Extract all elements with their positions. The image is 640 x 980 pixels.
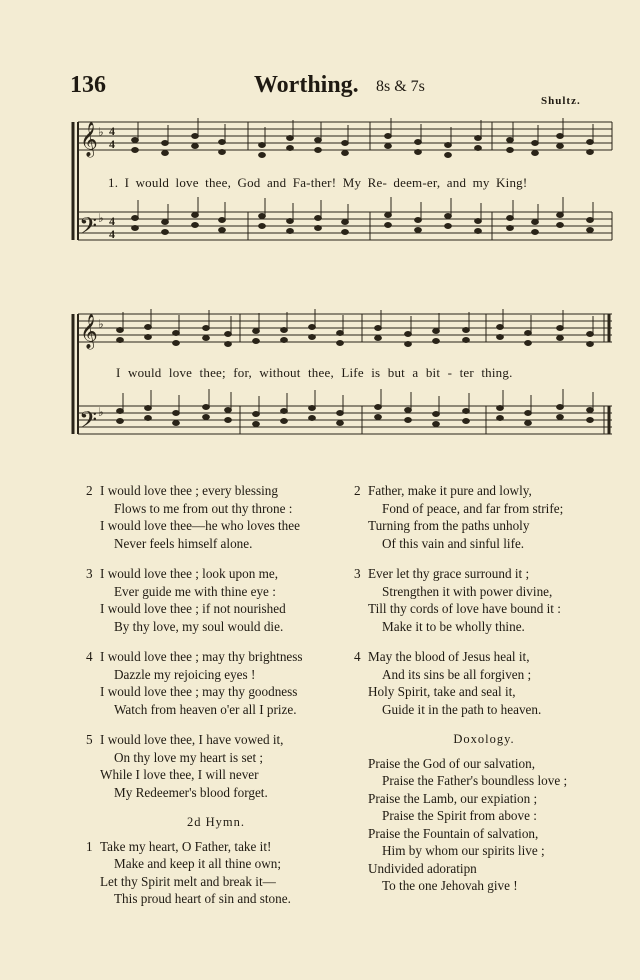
verse-number: 4 <box>354 649 361 664</box>
note-head <box>405 408 412 413</box>
note-head <box>587 342 594 347</box>
verse-text: Praise the Spirit from above : <box>382 808 537 823</box>
lyrics-system-1: 1. I would love thee, God and Fa-ther! My Re- deem-er, and my King! <box>108 175 528 190</box>
note-head <box>507 148 514 153</box>
note-head <box>532 141 539 146</box>
verse-line <box>86 701 346 719</box>
note-head <box>192 144 199 149</box>
note-head <box>173 341 180 346</box>
verse-line <box>86 731 346 749</box>
note-head <box>497 325 504 330</box>
note-head <box>162 141 169 146</box>
note-head <box>192 134 199 139</box>
verse-text: Ever guide me with thine eye : <box>114 583 276 599</box>
note-head <box>162 230 169 235</box>
note-head <box>337 411 344 416</box>
note-head <box>557 326 564 331</box>
verse-text: Guide it in the path to heaven. <box>382 701 542 717</box>
meter-label: 8s & 7s <box>376 78 425 95</box>
note-head <box>342 151 349 156</box>
verse-line <box>354 565 614 583</box>
verse-text: May the blood of Jesus heal it, <box>368 649 530 664</box>
verse-line <box>354 701 614 719</box>
verse-text: Flows to me from out thy throne : <box>114 500 293 516</box>
verse-line <box>354 482 614 500</box>
note-head <box>259 224 266 229</box>
verses-left-column <box>86 482 346 908</box>
verse-number: 1 <box>86 838 93 854</box>
verse-text: Of this vain and sinful life. <box>382 535 525 551</box>
doxology-heading: Doxology. <box>453 732 515 746</box>
notes-bass-1 <box>132 197 594 235</box>
note-head <box>219 228 226 233</box>
verse-text: Praise the Lamb, our expiation ; <box>368 790 538 806</box>
note-head <box>525 411 532 416</box>
note-head <box>375 326 382 331</box>
time-sig-bottom: 4 <box>109 137 115 151</box>
note-head <box>225 408 232 413</box>
note-head <box>405 342 412 347</box>
note-head <box>375 336 382 341</box>
note-head <box>507 226 514 231</box>
note-head <box>342 220 349 225</box>
note-head <box>287 146 294 151</box>
verse-text: And its sins be all forgiven ; <box>382 666 532 682</box>
verse-text: I would love thee ; if not nourished <box>100 601 286 616</box>
note-head <box>203 405 210 410</box>
verse-number: 2 <box>86 483 93 498</box>
note-head <box>203 326 210 331</box>
note-head <box>433 329 440 334</box>
verse-text: Praise the God of our salvation, <box>368 755 536 771</box>
note-head <box>162 151 169 156</box>
svg-text:𝄢: 𝄢 <box>79 406 98 439</box>
note-head <box>162 220 169 225</box>
verse-line <box>86 517 346 535</box>
note-head <box>287 229 294 234</box>
note-head <box>337 341 344 346</box>
verse-line <box>354 535 614 553</box>
verse-line <box>354 860 614 878</box>
verse-line <box>86 583 346 601</box>
stanza <box>354 565 614 635</box>
time-sig-top-bass: 4 <box>109 214 115 228</box>
note-head <box>309 335 316 340</box>
note-head <box>587 408 594 413</box>
note-head <box>507 216 514 221</box>
note-head <box>145 325 152 330</box>
note-head <box>342 141 349 146</box>
svg-text:𝄞: 𝄞 <box>80 314 98 349</box>
note-head <box>525 331 532 336</box>
note-head <box>253 422 260 427</box>
note-head <box>259 214 266 219</box>
verse-line <box>86 749 346 767</box>
verse-line <box>354 790 614 808</box>
note-head <box>445 153 452 158</box>
verse-text: Holy Spirit, take and seal it, <box>368 684 516 699</box>
note-head <box>497 406 504 411</box>
verse-line <box>86 766 346 784</box>
verse-text: Let thy Spirit melt and break it— <box>100 873 276 889</box>
svg-text:♭: ♭ <box>98 405 104 419</box>
note-head <box>587 218 594 223</box>
note-head <box>557 213 564 218</box>
note-head <box>337 331 344 336</box>
verse-text: Make it to be wholly thine. <box>382 618 525 634</box>
verse-line <box>354 666 614 684</box>
note-head <box>525 341 532 346</box>
note-head <box>375 405 382 410</box>
note-head <box>463 409 470 414</box>
note-head <box>415 218 422 223</box>
verse-text: Watch from heaven o'er all I prize. <box>114 701 297 717</box>
note-head <box>309 325 316 330</box>
verse-line <box>86 500 346 518</box>
note-head <box>337 421 344 426</box>
verse-line <box>86 565 346 583</box>
note-head <box>225 332 232 337</box>
verse-line <box>354 825 614 843</box>
verse-text: I would love thee ; may thy brightness <box>100 649 303 664</box>
note-head <box>507 138 514 143</box>
verse-line <box>86 890 346 908</box>
verse-line <box>354 583 614 601</box>
note-head <box>445 224 452 229</box>
note-head <box>192 213 199 218</box>
note-head <box>433 422 440 427</box>
note-head <box>475 136 482 141</box>
verse-text: On thy love my heart is set ; <box>114 749 264 765</box>
second-hymn-heading: 2d Hymn. <box>187 815 245 829</box>
note-head <box>385 134 392 139</box>
note-head <box>117 419 124 424</box>
verse-text: While I love thee, I will never <box>100 767 259 782</box>
verse-number: 4 <box>86 649 93 664</box>
verse-text: Father, make it pure and lowly, <box>368 483 532 498</box>
verse-text: Dazzle my rejoicing eyes ! <box>114 666 256 682</box>
note-head <box>525 421 532 426</box>
note-head <box>173 411 180 416</box>
notes-treble-1 <box>132 118 594 158</box>
note-head <box>445 143 452 148</box>
note-head <box>342 230 349 235</box>
note-head <box>557 223 564 228</box>
verse-text: I would love thee ; may thy goodness <box>100 684 298 699</box>
composer-name: Shultz. <box>541 95 581 107</box>
note-head <box>315 226 322 231</box>
time-sig-bottom-bass: 4 <box>109 227 115 241</box>
verse-line <box>354 877 614 895</box>
note-head <box>385 213 392 218</box>
note-head <box>557 144 564 149</box>
note-head <box>405 332 412 337</box>
note-head <box>219 218 226 223</box>
note-head <box>281 409 288 414</box>
svg-text:♭: ♭ <box>98 125 104 139</box>
note-head <box>463 419 470 424</box>
verse-line <box>354 648 614 666</box>
note-head <box>203 415 210 420</box>
note-head <box>475 146 482 151</box>
note-head <box>415 150 422 155</box>
note-head <box>532 230 539 235</box>
note-head <box>253 412 260 417</box>
verses-right-column <box>354 482 614 895</box>
verse-number: 2 <box>354 483 361 498</box>
note-head <box>385 144 392 149</box>
verse-line <box>354 842 614 860</box>
note-head <box>415 140 422 145</box>
note-head <box>405 418 412 423</box>
note-head <box>532 220 539 225</box>
verse-number: 3 <box>354 566 361 581</box>
verse-line <box>86 600 346 618</box>
note-head <box>259 143 266 148</box>
verse-text: By thy love, my soul would die. <box>114 618 284 634</box>
note-head <box>145 416 152 421</box>
verse-line <box>86 666 346 684</box>
svg-text:𝄞: 𝄞 <box>80 122 98 157</box>
verse-line <box>354 500 614 518</box>
verse-line <box>354 618 614 636</box>
note-head <box>117 409 124 414</box>
verse-line <box>86 784 346 802</box>
note-head <box>145 335 152 340</box>
note-head <box>557 405 564 410</box>
note-head <box>132 216 139 221</box>
note-head <box>281 419 288 424</box>
verse-text: Strengthen it with power divine, <box>382 583 553 599</box>
note-head <box>587 228 594 233</box>
note-head <box>587 150 594 155</box>
verse-line <box>86 482 346 500</box>
verse-text: Take my heart, O Father, take it! <box>100 838 272 854</box>
note-head <box>281 338 288 343</box>
verse-text: My Redeemer's blood forget. <box>114 784 268 800</box>
note-head <box>532 151 539 156</box>
note-head <box>225 418 232 423</box>
note-head <box>132 148 139 153</box>
verse-text: Turning from the paths unholy <box>368 518 530 533</box>
verse-text: To the one Jehovah give ! <box>382 878 518 893</box>
note-head <box>315 138 322 143</box>
note-head <box>287 219 294 224</box>
verse-line <box>86 535 346 553</box>
verse-text: I would love thee ; every blessing <box>100 483 278 498</box>
verse-line <box>354 755 614 773</box>
verse-number: 5 <box>86 732 93 747</box>
lyrics-system-2: I would love thee; for, without thee, Life is but a bit - ter thing. <box>116 365 513 380</box>
verse-number: 3 <box>86 566 93 581</box>
note-head <box>587 418 594 423</box>
tune-title: Worthing. <box>254 72 359 98</box>
note-head <box>475 219 482 224</box>
note-head <box>315 148 322 153</box>
note-head <box>497 335 504 340</box>
stanza <box>354 482 614 552</box>
note-head <box>433 339 440 344</box>
note-head <box>173 421 180 426</box>
stanza <box>86 648 346 718</box>
note-head <box>463 338 470 343</box>
note-head <box>445 214 452 219</box>
page-number: 136 <box>70 72 106 98</box>
note-head <box>132 226 139 231</box>
note-head <box>475 229 482 234</box>
verse-text: Till thy cords of love have bound it : <box>368 601 561 616</box>
note-head <box>463 328 470 333</box>
note-head <box>132 138 139 143</box>
verse-text: Ever let thy grace surround it ; <box>368 566 530 581</box>
note-head <box>253 329 260 334</box>
note-head <box>281 328 288 333</box>
note-head <box>375 415 382 420</box>
note-head <box>315 216 322 221</box>
notes-bass-2 <box>117 389 594 427</box>
verse-line <box>86 683 346 701</box>
verse-line <box>354 772 614 790</box>
verse-text: I would love thee, I have vowed it, <box>100 732 284 747</box>
stanza <box>86 731 346 801</box>
svg-text:♭: ♭ <box>98 317 104 331</box>
verse-text: Never feels himself alone. <box>114 535 253 551</box>
stanza <box>86 482 346 552</box>
note-head <box>225 342 232 347</box>
verse-text: This proud heart of sin and stone. <box>114 891 291 906</box>
note-head <box>309 416 316 421</box>
note-head <box>117 328 124 333</box>
verse-line <box>86 873 346 891</box>
note-head <box>415 228 422 233</box>
verse-line <box>86 855 346 873</box>
note-head <box>253 339 260 344</box>
time-sig-top: 4 <box>109 124 115 138</box>
verse-line <box>354 807 614 825</box>
note-head <box>219 140 226 145</box>
verse-text: Praise the Fountain of salvation, <box>368 825 539 841</box>
verse-text: Him by whom our spirits live ; <box>382 843 545 858</box>
verse-text: I would love thee ; look upon me, <box>100 566 278 581</box>
note-head <box>587 140 594 145</box>
verse-text: Make and keep it all thine own; <box>114 856 281 871</box>
note-head <box>219 150 226 155</box>
svg-text:♭: ♭ <box>98 211 104 225</box>
verse-line <box>86 838 346 856</box>
note-head <box>557 415 564 420</box>
note-head <box>433 412 440 417</box>
verse-line <box>354 517 614 535</box>
note-head <box>117 338 124 343</box>
note-head <box>192 223 199 228</box>
stanza <box>86 565 346 635</box>
verse-line <box>86 648 346 666</box>
note-head <box>385 223 392 228</box>
note-head <box>557 134 564 139</box>
stanza <box>354 648 614 718</box>
verse-text: Praise the Father's boundless love ; <box>382 773 568 788</box>
note-head <box>287 136 294 141</box>
note-head <box>557 336 564 341</box>
note-head <box>497 416 504 421</box>
note-head <box>587 332 594 337</box>
verse-line <box>86 618 346 636</box>
verse-text: Undivided adoratipn <box>368 860 477 876</box>
note-head <box>259 153 266 158</box>
note-head <box>173 331 180 336</box>
verse-line <box>354 683 614 701</box>
note-head <box>145 406 152 411</box>
verse-text: Fond of peace, and far from strife; <box>382 500 564 516</box>
svg-text:𝄢: 𝄢 <box>79 212 98 245</box>
note-head <box>203 336 210 341</box>
verse-line <box>354 600 614 618</box>
verse-text: I would love thee—he who loves thee <box>100 518 300 533</box>
note-head <box>309 406 316 411</box>
